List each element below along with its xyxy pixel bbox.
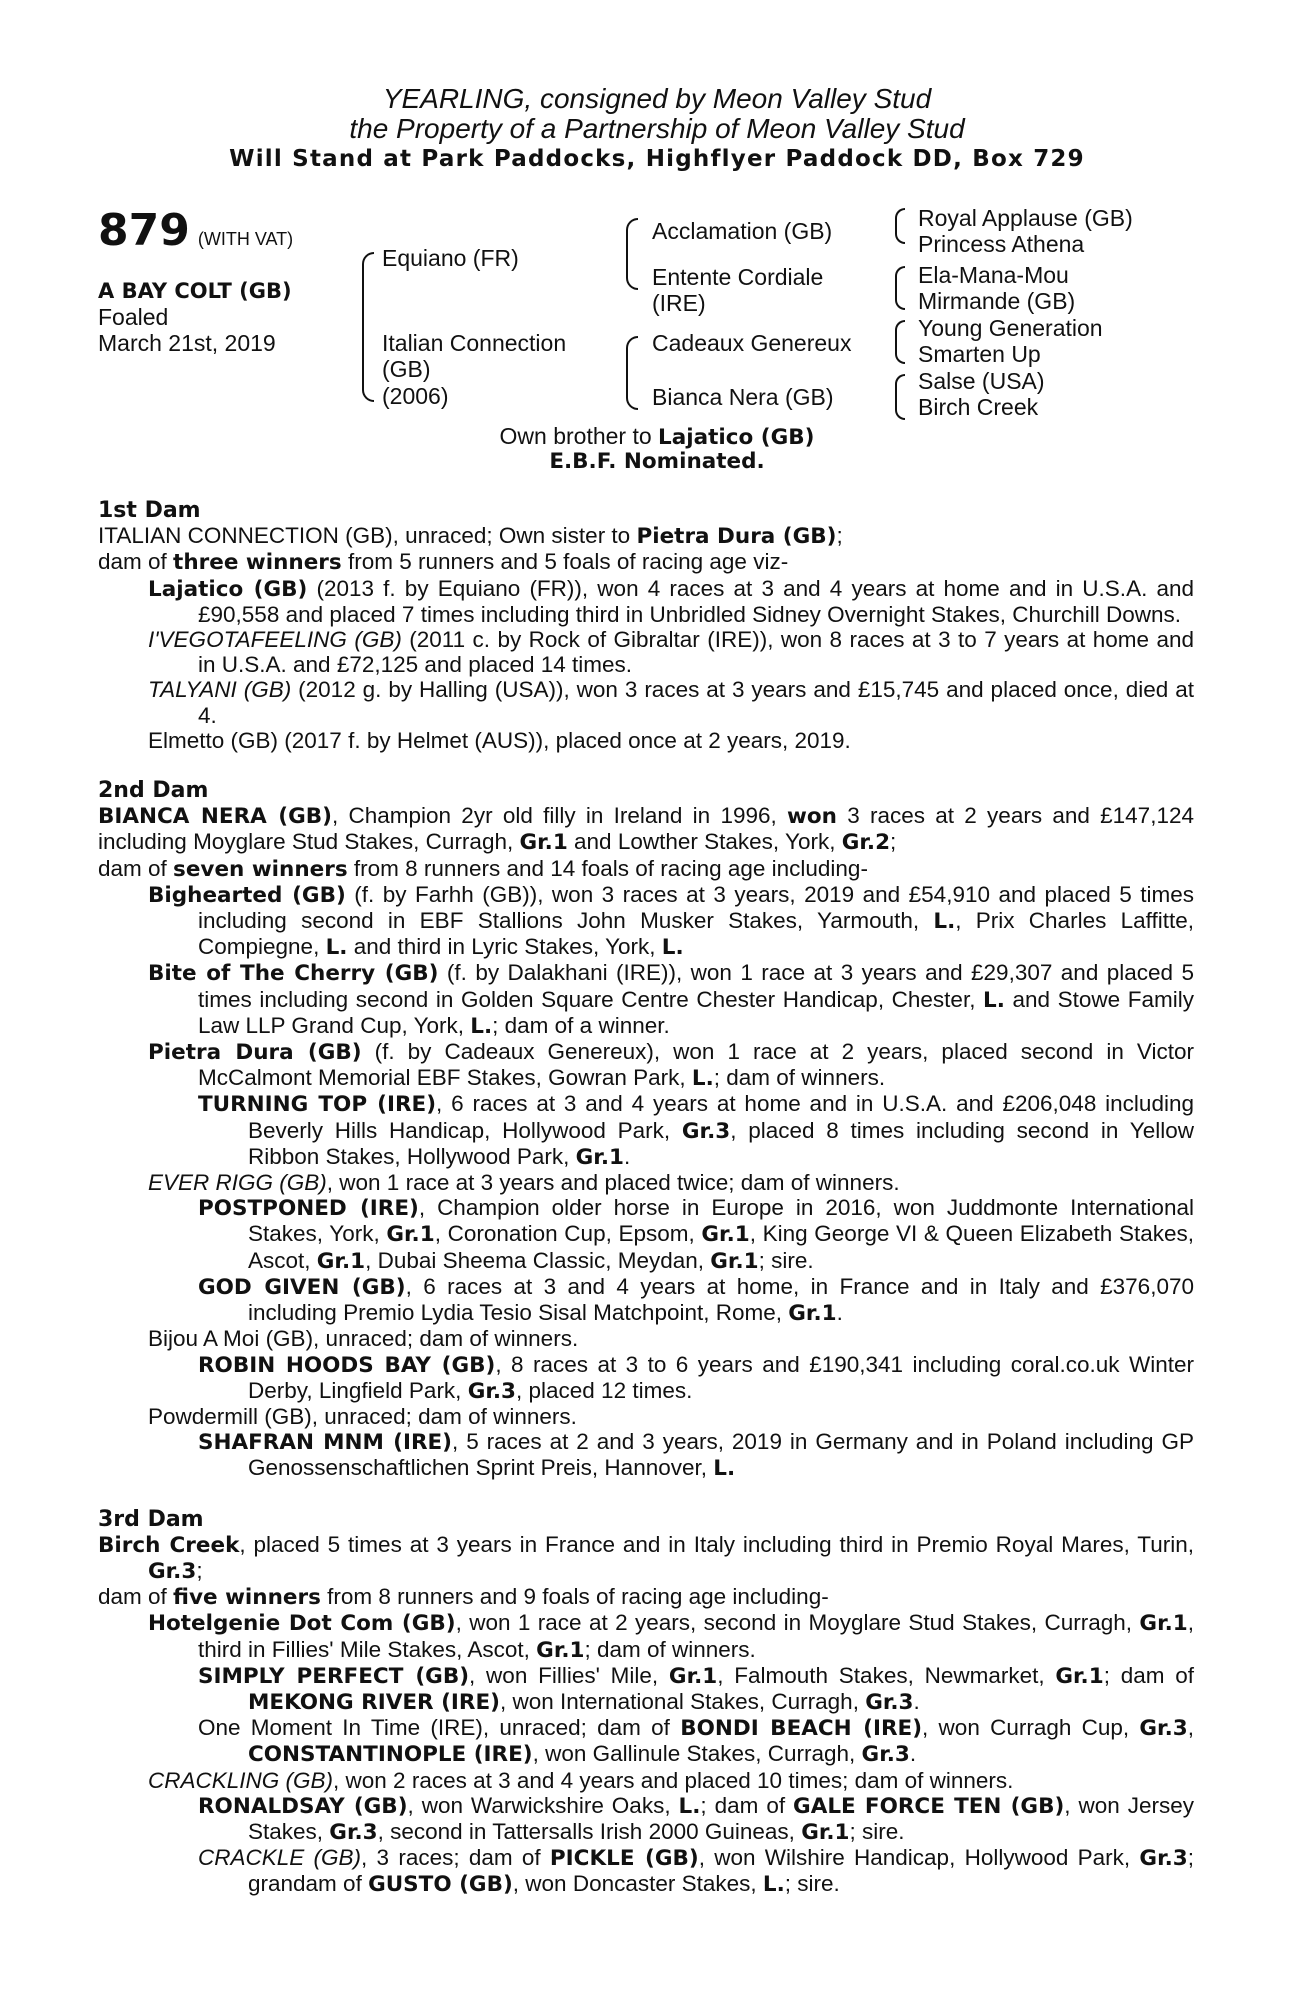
first-dam-heading: 1st Dam bbox=[98, 498, 201, 523]
pedigree-brace-1 bbox=[362, 252, 374, 402]
produce-entry bbox=[98, 1610, 1194, 1662]
text-run: L. bbox=[470, 1013, 493, 1039]
text-run: and Stowe Family Law LLP Grand Cup, York, bbox=[198, 986, 1195, 1038]
dam-sire: Cadeaux Genereux bbox=[652, 330, 852, 356]
text-run: dam of bbox=[98, 549, 174, 575]
third-dam-summary bbox=[98, 1584, 1194, 1610]
text-run: ; grandam of bbox=[248, 1845, 1194, 1897]
dam-sire-dam: Smarten Up bbox=[918, 341, 1041, 367]
text-run: , Dubai Sheema Classic, Meydan, bbox=[365, 1247, 711, 1273]
text-run: , won Gallinule Stakes, Curragh, bbox=[532, 1741, 862, 1767]
sire-sire-sire: Royal Applause (GB) bbox=[918, 205, 1133, 231]
text-run: (f. by Cadeaux Genereux), won 1 race at 2 years, placed second in Victor McCalmont Memorial EBF Stakes, Gowran Park, bbox=[198, 1039, 1194, 1091]
grandproduce-entry bbox=[98, 1274, 1194, 1326]
text-run: POSTPONED (IRE) bbox=[198, 1196, 419, 1222]
text-run: L. bbox=[762, 1872, 785, 1898]
sire-dam-dam: Mirmande (GB) bbox=[918, 288, 1076, 314]
text-run: , won Curragh Cup, bbox=[922, 1715, 1140, 1741]
text-run: Lajatico (GB) bbox=[148, 576, 308, 602]
text-run: 3 races at 2 years and £147,124 including Moyglare Stud Stakes, Curragh, bbox=[98, 803, 1194, 855]
pedigree-brace-sire bbox=[626, 218, 638, 290]
dam-record bbox=[98, 498, 1194, 1898]
foaled-label: Foaled bbox=[98, 304, 169, 330]
text-run: Gr.1 bbox=[1139, 1611, 1188, 1637]
own-brother-note bbox=[0, 423, 1314, 451]
text-run: One Moment In Time (IRE), unraced; dam of bbox=[198, 1715, 681, 1741]
text-run: L. bbox=[661, 935, 684, 961]
text-run: BIANCA NERA (GB) bbox=[98, 804, 332, 830]
text-run: Gr.3 bbox=[861, 1742, 910, 1768]
text-run: (2012 g. by Halling (USA)), won 3 races at 3 years and £15,745 and placed once, died at 4. bbox=[198, 677, 1194, 728]
text-run: BONDI BEACH (IRE) bbox=[680, 1716, 923, 1742]
dam-dam-sire: Salse (USA) bbox=[918, 368, 1045, 394]
sire-dam-sire: Ela-Mana-Mou bbox=[918, 262, 1069, 288]
text-run: L. bbox=[691, 1066, 714, 1092]
text-run: from 8 runners and 9 foals of racing age including- bbox=[320, 1584, 829, 1610]
dam-name-line2: (GB) bbox=[382, 356, 431, 382]
stand-location: Will Stand at Park Paddocks, Highflyer Paddock DD, Box 729 bbox=[229, 146, 1085, 172]
text-run: , third in Fillies' Mile Stakes, Ascot, bbox=[198, 1610, 1194, 1662]
grandproduce-entry bbox=[98, 1352, 1194, 1404]
text-run: and third in Lyric Stakes, York, bbox=[347, 934, 662, 960]
pedigree-brace-ss bbox=[895, 208, 905, 244]
dam-dam-dam: Birch Creek bbox=[918, 394, 1039, 420]
produce-entry bbox=[98, 960, 1194, 1039]
produce-entry: Elmetto (GB) (2017 f. by Helmet (AUS)), placed once at 2 years, 2019. bbox=[148, 727, 851, 753]
text-run: , Champion 2yr old filly in Ireland in 1996, bbox=[331, 803, 788, 829]
lot-title: A BAY COLT (GB) bbox=[98, 279, 292, 303]
text-run: ; sire. bbox=[849, 1818, 905, 1844]
text-run: , bbox=[1187, 1715, 1194, 1741]
dam-name-line1: Italian Connection bbox=[382, 330, 567, 356]
text-run: ; dam of winners. bbox=[713, 1065, 886, 1091]
text-run: Gr.1 bbox=[788, 1301, 837, 1327]
third-dam-intro bbox=[98, 1532, 1194, 1584]
dam-year: (2006) bbox=[382, 383, 449, 409]
produce-entry: Bijou A Moi (GB), unraced; dam of winners. bbox=[148, 1326, 579, 1352]
second-dam-intro bbox=[98, 803, 1194, 855]
grandproduce-entry bbox=[98, 1429, 1194, 1481]
text-run: L. bbox=[713, 1456, 736, 1482]
dam-dam: Bianca Nera (GB) bbox=[652, 384, 834, 410]
text-run: SHAFRAN MNM (IRE) bbox=[198, 1430, 453, 1456]
text-run: dam of bbox=[98, 855, 174, 881]
text-run: Birch Creek bbox=[98, 1532, 240, 1558]
dam-sire-sire: Young Generation bbox=[918, 315, 1103, 341]
own-brother-name: Lajatico (GB) bbox=[658, 425, 815, 450]
text-run: Gr.3 bbox=[1139, 1846, 1188, 1872]
text-run: (f. by Dalakhani (IRE)), won 1 race at 3 years and £29,307 and placed 5 times including second in Golden Square Centre Chester Handicap, Chester, bbox=[198, 960, 1194, 1012]
text-run: , won 1 race at 3 years and placed twice; dam of winners. bbox=[326, 1170, 900, 1196]
foaled-date: March 21st, 2019 bbox=[98, 330, 276, 356]
second-dam-summary bbox=[98, 856, 1194, 882]
text-run: ; dam of bbox=[700, 1792, 794, 1818]
text-run: , Coronation Cup, Epsom, bbox=[434, 1221, 702, 1247]
text-run: , won Wilshire Handicap, Hollywood Park, bbox=[698, 1845, 1140, 1871]
pedigree-brace-dam bbox=[626, 336, 638, 410]
third-dam-heading: 3rd Dam bbox=[98, 1506, 204, 1532]
text-run: Gr.3 bbox=[865, 1689, 914, 1715]
text-run: . bbox=[909, 1741, 917, 1767]
text-run: and Lowther Stakes, York, bbox=[567, 829, 842, 855]
own-brother-prefix: Own brother to bbox=[499, 423, 659, 449]
grandproduce-entry bbox=[98, 1091, 1194, 1170]
text-run: L. bbox=[325, 935, 348, 961]
produce-entry bbox=[98, 882, 1194, 961]
text-run: . bbox=[836, 1300, 843, 1326]
text-run: L. bbox=[678, 1793, 701, 1819]
text-run: , won Fillies' Mile, bbox=[469, 1662, 669, 1688]
text-run: PICKLE (GB) bbox=[549, 1846, 699, 1872]
text-run: Bite of The Cherry (GB) bbox=[148, 961, 439, 987]
text-run: Gr.3 bbox=[1139, 1716, 1188, 1742]
text-run: , placed 12 times. bbox=[516, 1377, 693, 1403]
text-run: CRACKLING (GB) bbox=[148, 1767, 334, 1793]
text-run: CONSTANTINOPLE (IRE) bbox=[248, 1742, 533, 1768]
produce-entry bbox=[98, 1039, 1194, 1091]
text-run: (f. by Farhh (GB)), won 3 races at 3 years, 2019 and £54,910 and placed 5 times including second in EBF Stallions John Musker Stakes, Yarmouth, bbox=[198, 881, 1194, 934]
text-run: TALYANI (GB) bbox=[148, 677, 292, 703]
text-run: Gr.1 bbox=[575, 1144, 624, 1170]
text-run: from 8 runners and 14 foals of racing age including- bbox=[347, 855, 868, 881]
sire-name: Equiano (FR) bbox=[382, 245, 519, 271]
text-run: , Champion older horse in Europe in 2016, won Juddmonte International Stakes, York, bbox=[248, 1195, 1194, 1247]
text-run: , won Doncaster Stakes, bbox=[512, 1871, 763, 1897]
text-run: ; sire. bbox=[758, 1247, 814, 1273]
grandproduce-entry bbox=[98, 1793, 1194, 1845]
text-run: Gr.3 bbox=[329, 1819, 378, 1845]
produce-entry bbox=[98, 1768, 1194, 1793]
sire-sire-dam: Princess Athena bbox=[918, 231, 1085, 257]
text-run: Bighearted (GB) bbox=[148, 882, 346, 908]
text-run: (2011 c. by Rock of Gibraltar (IRE)), won 8 races at 3 to 7 years at home and in U.S.A. and £72,125 and placed 14 times. bbox=[198, 627, 1194, 678]
text-run: Gr.1 bbox=[386, 1222, 435, 1248]
second-dam-heading: 2nd Dam bbox=[98, 778, 209, 804]
sire-sire: Acclamation (GB) bbox=[652, 218, 833, 244]
text-run: EVER RIGG (GB) bbox=[148, 1170, 327, 1196]
first-dam-intro bbox=[98, 523, 1194, 549]
text-run: , placed 8 times including second in Yellow Ribbon Stakes, Hollywood Park, bbox=[248, 1117, 1194, 1169]
text-run: CRACKLE (GB) bbox=[198, 1845, 362, 1871]
text-run: , Falmouth Stakes, Newmarket, bbox=[717, 1662, 1056, 1688]
text-run: ; bbox=[836, 523, 843, 549]
produce-entry bbox=[98, 1170, 1194, 1195]
text-run: . bbox=[623, 1143, 631, 1169]
text-run: ; dam of a winner. bbox=[492, 1012, 670, 1038]
grandproduce-entry bbox=[98, 1663, 1194, 1715]
vat-note: (WITH VAT) bbox=[197, 229, 294, 249]
text-run: I'VEGOTAFEELING (GB) bbox=[148, 627, 402, 653]
first-dam-summary bbox=[98, 549, 1194, 575]
text-run: , placed 5 times at 3 years in France and in Italy including third in Premio Royal Mares, Turin, bbox=[239, 1531, 1194, 1557]
lot-number: 879 bbox=[98, 205, 190, 256]
text-run: won bbox=[787, 804, 837, 830]
text-run: , 6 races at 3 and 4 years at home and in U.S.A. and £206,048 including Beverly Hills Handicap, Hollywood Park, bbox=[248, 1091, 1194, 1143]
text-run: Gr.1 bbox=[519, 830, 568, 856]
text-run: Gr.1 bbox=[801, 1819, 850, 1845]
text-run: seven winners bbox=[173, 856, 348, 882]
text-run: L. bbox=[983, 987, 1005, 1013]
text-run: . bbox=[913, 1688, 920, 1714]
text-run: Gr.2 bbox=[841, 830, 891, 856]
text-run: Gr.1 bbox=[1055, 1663, 1104, 1689]
grandproduce-entry bbox=[98, 1845, 1194, 1897]
text-run: SIMPLY PERFECT (GB) bbox=[198, 1663, 470, 1689]
pedigree-brace-ds bbox=[895, 320, 905, 364]
text-run: Gr.1 bbox=[316, 1248, 366, 1274]
text-run: , Prix Charles Laffitte, Compiegne, bbox=[198, 908, 1194, 960]
text-run: ; bbox=[890, 829, 897, 855]
text-run: ; sire. bbox=[784, 1871, 840, 1897]
text-run: ; dam of winners. bbox=[584, 1636, 756, 1662]
pedigree-brace-sd bbox=[895, 266, 905, 310]
text-run: Gr.3 bbox=[681, 1118, 731, 1144]
text-run: from 5 runners and 5 foals of racing age viz- bbox=[341, 549, 789, 575]
grandproduce-entry bbox=[98, 1195, 1194, 1274]
text-run: GALE FORCE TEN (GB) bbox=[793, 1793, 1065, 1819]
text-run: L. bbox=[933, 909, 956, 935]
text-run: Gr.1 bbox=[668, 1663, 718, 1689]
text-run: RONALDSAY (GB) bbox=[198, 1793, 408, 1819]
text-run: , 8 races at 3 to 6 years and £190,341 including coral.co.uk Winter Derby, Lingfield Park, bbox=[248, 1351, 1194, 1403]
text-run: Gr.3 bbox=[148, 1558, 197, 1584]
property-line: the Property of a Partnership of Meon Valley Stud bbox=[349, 113, 965, 144]
text-run: ITALIAN CONNECTION (GB), unraced; Own sister to bbox=[98, 523, 637, 549]
text-run: ; bbox=[196, 1557, 203, 1583]
text-run: , won International Stakes, Curragh, bbox=[500, 1688, 866, 1714]
text-run: dam of bbox=[98, 1584, 174, 1610]
text-run: ROBIN HOODS BAY (GB) bbox=[198, 1352, 496, 1378]
sire-dam-line2: (IRE) bbox=[652, 290, 706, 316]
text-run: , King George VI & Queen Elizabeth Stakes, Ascot, bbox=[248, 1221, 1194, 1273]
produce-entry bbox=[98, 677, 1194, 727]
pedigree-brace-dd bbox=[895, 374, 905, 420]
text-run: Gr.1 bbox=[701, 1222, 750, 1248]
sire-dam-line1: Entente Cordiale bbox=[652, 264, 824, 290]
text-run: , won Jersey Stakes, bbox=[248, 1792, 1194, 1844]
text-run: TURNING TOP (IRE) bbox=[198, 1092, 437, 1118]
text-run: MEKONG RIVER (IRE) bbox=[248, 1689, 500, 1715]
text-run: , won Warwickshire Oaks, bbox=[407, 1792, 679, 1818]
text-run: , won 1 race at 2 years, second in Moyglare Stud Stakes, Curragh, bbox=[455, 1610, 1140, 1636]
text-run: , 3 races; dam of bbox=[361, 1845, 550, 1871]
produce-entry: Powdermill (GB), unraced; dam of winners. bbox=[148, 1403, 577, 1429]
text-run: five winners bbox=[173, 1585, 321, 1611]
produce-entry bbox=[98, 576, 1194, 627]
text-run: Pietra Dura (GB) bbox=[636, 524, 837, 550]
text-run: , 6 races at 3 and 4 years at home, in France and in Italy and £376,070 including Premio Lydia Tesio Sisal Matchpoint, Rome, bbox=[248, 1273, 1194, 1326]
text-run: ; dam of bbox=[1103, 1662, 1194, 1688]
consignment-line: YEARLING, consigned by Meon Valley Stud bbox=[382, 83, 932, 114]
text-run: Gr.1 bbox=[710, 1248, 759, 1274]
produce-entry bbox=[98, 627, 1194, 677]
text-run: Pietra Dura (GB) bbox=[148, 1040, 362, 1066]
text-run: GOD GIVEN (GB) bbox=[198, 1274, 406, 1300]
grandproduce-entry bbox=[98, 1715, 1194, 1767]
text-run: , won 2 races at 3 and 4 years and placed 10 times; dam of winners. bbox=[333, 1767, 1014, 1793]
text-run: (2013 f. by Equiano (FR)), won 4 races at 3 and 4 years at home and in U.S.A. and £90,558 and placed 7 times including third in Unbridled Sidney Overnight Stakes, Churchill Downs. bbox=[198, 575, 1195, 627]
text-run: , second in Tattersalls Irish 2000 Guineas, bbox=[377, 1818, 802, 1844]
ebf-note: E.B.F. Nominated. bbox=[549, 449, 765, 474]
text-run: Hotelgenie Dot Com (GB) bbox=[148, 1611, 456, 1637]
text-run: Gr.3 bbox=[467, 1378, 516, 1404]
text-run: , 5 races at 2 and 3 years, 2019 in Germany and in Poland including GP Genossenschaftlichen Sprint Preis, Hannover, bbox=[248, 1429, 1194, 1481]
lot-number-block bbox=[98, 205, 293, 256]
text-run: Gr.1 bbox=[536, 1637, 585, 1663]
text-run: three winners bbox=[173, 550, 342, 576]
text-run: GUSTO (GB) bbox=[368, 1872, 513, 1898]
